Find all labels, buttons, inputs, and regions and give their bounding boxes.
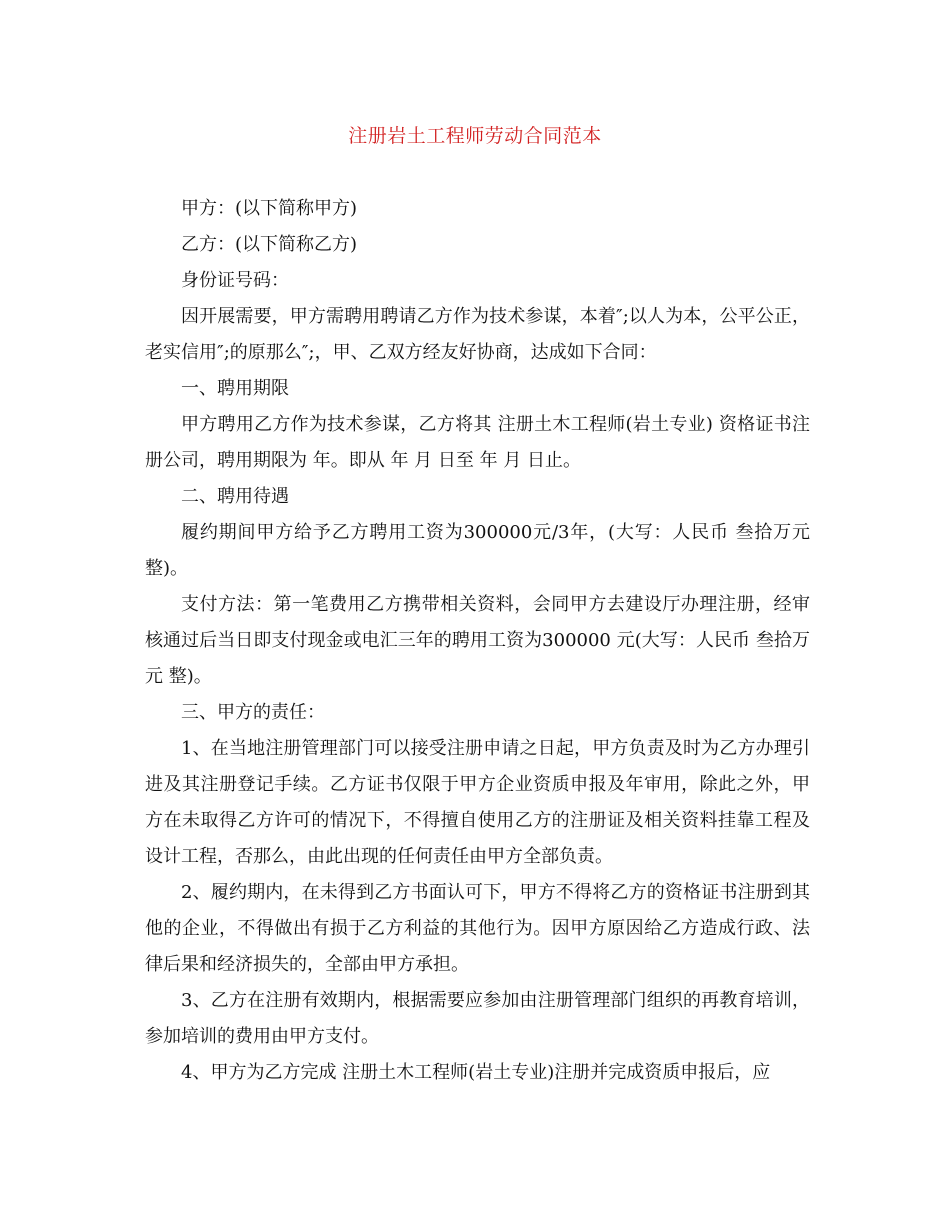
section-heading-party-a-duties: 三、甲方的责任： — [181, 702, 325, 723]
duty-item-4: 4、甲方为乙方完成 注册土木工程师(岩土专业)注册并完成资质申报后，应 — [181, 1062, 771, 1083]
payment-method-paragraph: 支付方法：第一笔费用乙方携带相关资料，会同甲方去建设厅办理注册，经审核通过后当日即支付现金或电汇三年的聘用工资为300000 元(大写：人民币 叁拾万元 整)。 — [145, 594, 810, 687]
duty-item-2: 2、履约期内，在未得到乙方书面认可下，甲方不得将乙方的资格证书注册到其他的企业，不得做出有损于乙方利益的其他行为。因甲方原因给乙方造成行政、法律后果和经济损失的，全部由甲方承担。 — [145, 882, 810, 975]
party-a-line: 甲方：(以下简称甲方) — [181, 198, 358, 219]
intro-paragraph: 因开展需要，甲方需聘用聘请乙方作为技术参谋，本着″;以人为本，公平公正，老实信用″;的原那么″;，甲、乙双方经友好协商，达成如下合同： — [145, 306, 810, 363]
duty-item-3: 3、乙方在注册有效期内，根据需要应参加由注册管理部门组织的再教育培训，参加培训的费用由甲方支付。 — [145, 990, 810, 1047]
compensation-paragraph: 履约期间甲方给予乙方聘用工资为300000元/3年，(大写：人民币 叁拾万元 整)。 — [145, 522, 810, 579]
id-number-line: 身份证号码： — [181, 270, 289, 291]
section-heading-compensation: 二、聘用待遇 — [181, 486, 289, 507]
document-body — [145, 191, 810, 1091]
document-title: 注册岩土工程师劳动合同范本 — [348, 125, 602, 147]
duty-item-1: 1、在当地注册管理部门可以接受注册申请之日起，甲方负责及时为乙方办理引进及其注册登记手续。乙方证书仅限于甲方企业资质申报及年审用，除此之外，甲方在未取得乙方许可的情况下，不得擅自使用乙方的注册证及相关资料挂靠工程及设计工程，否那么，由此出现的任何责任由甲方全部负责。 — [145, 738, 810, 867]
term-paragraph: 甲方聘用乙方作为技术参谋，乙方将其 注册土木工程师(岩土专业) 资格证书注册公司，聘用期限为 年。即从 年 月 日至 年 月 日止。 — [145, 414, 810, 471]
party-b-line: 乙方：(以下简称乙方) — [181, 234, 358, 255]
section-heading-term: 一、聘用期限 — [181, 378, 289, 399]
